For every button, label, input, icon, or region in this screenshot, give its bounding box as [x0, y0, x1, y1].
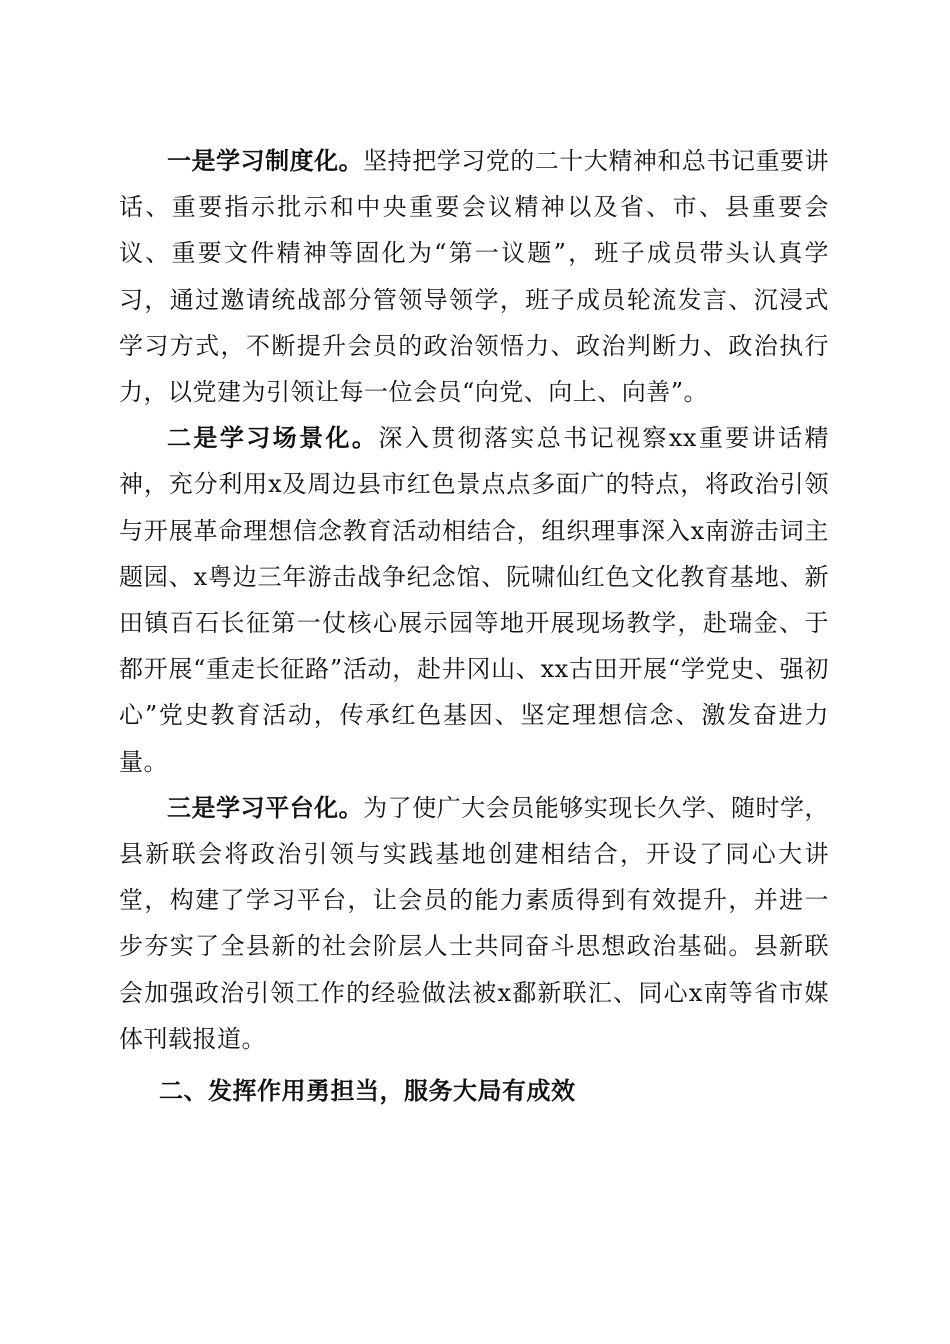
paragraph-lead: 一是学习制度化。: [167, 146, 364, 175]
paragraph-study-scenario: [119, 415, 829, 785]
paragraph-lead: 二是学习场景化。: [167, 423, 379, 453]
paragraph-text: 坚持把学习党的二十大精神和总书记重要讲话、重要指示批示和中央重要会议精神以及省、市、县重要会议、重要文件精神等固化为“第一议题”，班子成员带头认真学习，通过邀请统战部分管领导领学，班子成员轮流发言、沉浸式学习方式，不断提升会员的政治领悟力、政治判断力、政治执行力，以党建为引领让每一位会员“向党、向上、向善”。: [119, 147, 830, 407]
paragraph-study-institutionalized: [119, 138, 829, 415]
paragraph-study-platform: [119, 785, 829, 1062]
document-body: [119, 138, 829, 1114]
paragraph-lead: 三是学习平台化。: [167, 792, 364, 822]
section-heading: 二、发挥作用勇担当，服务大局有成效: [159, 1077, 576, 1106]
paragraph-text: 为了使广大会员能够实现长久学、随时学，县新联会将政治引领与实践基地创建相结合，开设了同心大讲堂，构建了学习平台，让会员的能力素质得到有效提升，并进一步夯实了全县新的社会阶层人士共同奋斗思想政治基础。县新联会加强政治引领工作的经验做法被x鄱新联汇、同心x南等省市媒体刊载报道。: [119, 793, 830, 1053]
paragraph-text: 深入贯彻落实总书记视察xx重要讲话精神，充分利用x及周边县市红色景点点多面广的特点，将政治引领与开展革命理想信念教育活动相结合，组织理事深入x南游击词主题园、x粤边三年游击战争纪念馆、阮啸仙红色文化教育基地、新田镇百石长征第一仗核心展示园等地开展现场教学，赴瑞金、于都开展“重走长征路”活动，赴井冈山、xx古田开展“学党史、强初心”党史教育活动，传承红色基因、坚定理想信念、激发奋进力量。: [119, 424, 829, 776]
